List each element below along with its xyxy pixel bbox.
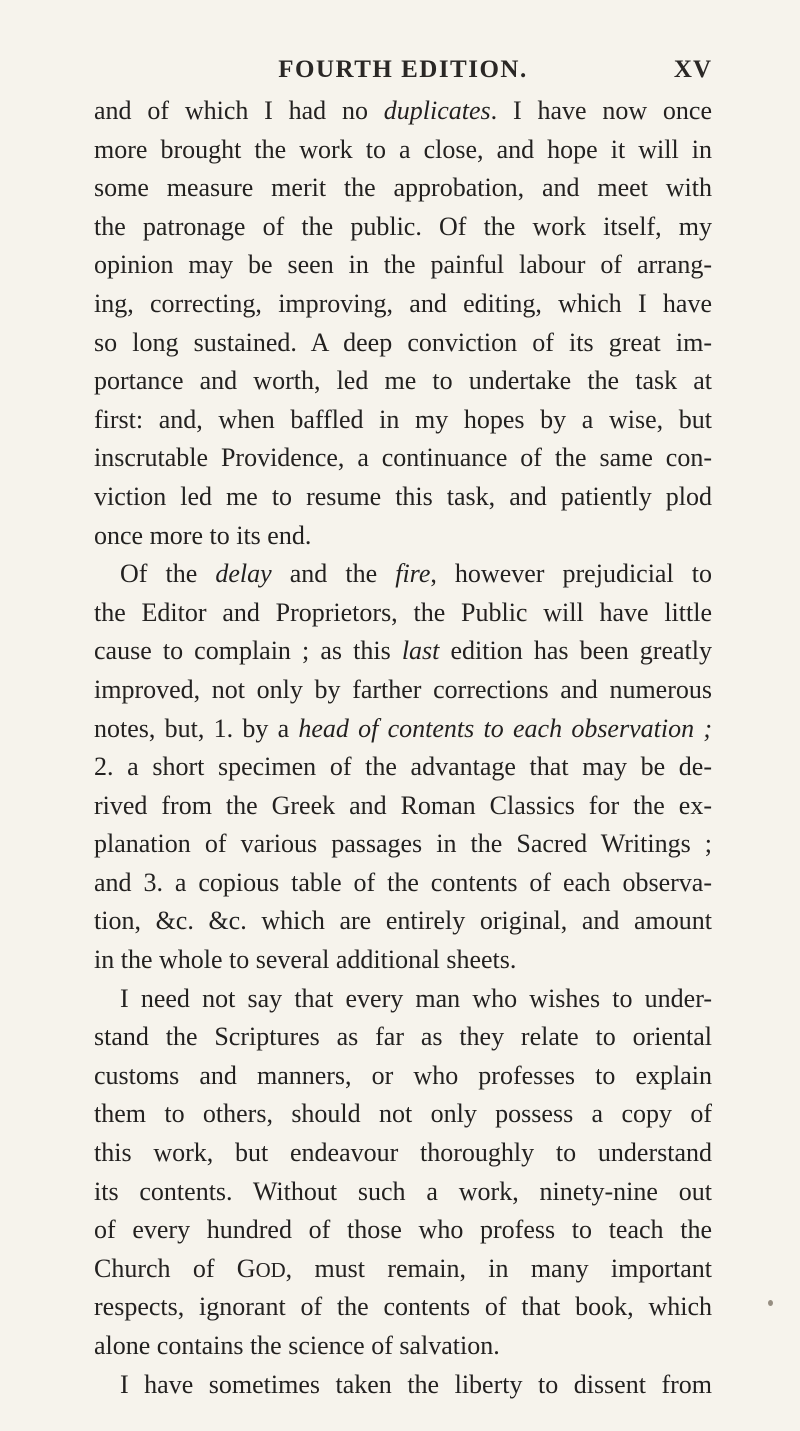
text-line: ing, correcting, improving, and editing, which I have [94,288,712,318]
text-line: notes, but, 1. by a head of contents to each observation ; [94,713,712,743]
text-line: inscrutable Providence, a continuance of the same con- [94,443,712,473]
text-line: portance and worth, led me to undertake the task at [94,366,712,396]
text-line: in the whole to several additional sheets. [94,945,517,975]
text-line: opinion may be seen in the painful labour of arrang- [94,250,712,280]
text-line: cause to complain ; as this last edition has been greatly [94,636,712,666]
text-line: its contents. Without such a work, ninety-nine out [94,1176,712,1206]
body-text [94,92,712,1404]
text-line: once more to its end. [94,520,312,550]
text-line: so long sustained. A deep conviction of its great im- [94,327,712,357]
text-line: of every hundred of those who profess to teach the [94,1215,712,1245]
text-line: tion, &c. &c. which are entirely original, and amount [94,906,712,936]
text-line: customs and manners, or who professes to explain [94,1060,712,1090]
text-line: I need not say that every man who wishes to under- [120,983,712,1013]
text-line: this work, but endeavour thoroughly to understand [94,1138,712,1168]
paper-speck [768,1300,773,1306]
text-line: improved, not only by farther corrections and numerous [94,674,712,704]
text-line: I have sometimes taken the liberty to dissent from [120,1369,712,1399]
text-line: viction led me to resume this task, and patiently plod [94,481,712,511]
text-line: and of which I had no duplicates. I have now once [94,96,712,125]
text-line: respects, ignorant of the contents of that book, which [94,1292,712,1322]
text-line: more brought the work to a close, and hope it will in [94,134,712,164]
page-number: XV [673,56,712,83]
text-line: stand the Scriptures as far as they relate to oriental [94,1022,712,1052]
text-line: Church of GOD, must remain, in many important [94,1253,712,1283]
text-line: the Editor and Proprietors, the Public will have little [94,597,712,627]
text-line: alone contains the science of salvation. [94,1331,500,1360]
running-title: FOURTH EDITION. [278,56,528,83]
text-line: them to others, should not only possess a copy of [94,1099,712,1129]
text-line: and 3. a copious table of the contents of each observa- [94,867,712,897]
running-head [94,56,712,86]
text-line: the patronage of the public. Of the work itself, my [94,211,712,241]
text-line: first: and, when baffled in my hopes by a wise, but [94,404,712,434]
text-line: planation of various passages in the Sacred Writings ; [94,829,712,859]
text-line: Of the delay and the fire, however prejudicial to [120,559,712,589]
text-line: 2. a short specimen of the advantage that may be de- [94,752,712,782]
text-line: rived from the Greek and Roman Classics for the ex- [94,790,712,820]
text-line: some measure merit the approbation, and meet with [94,173,712,203]
